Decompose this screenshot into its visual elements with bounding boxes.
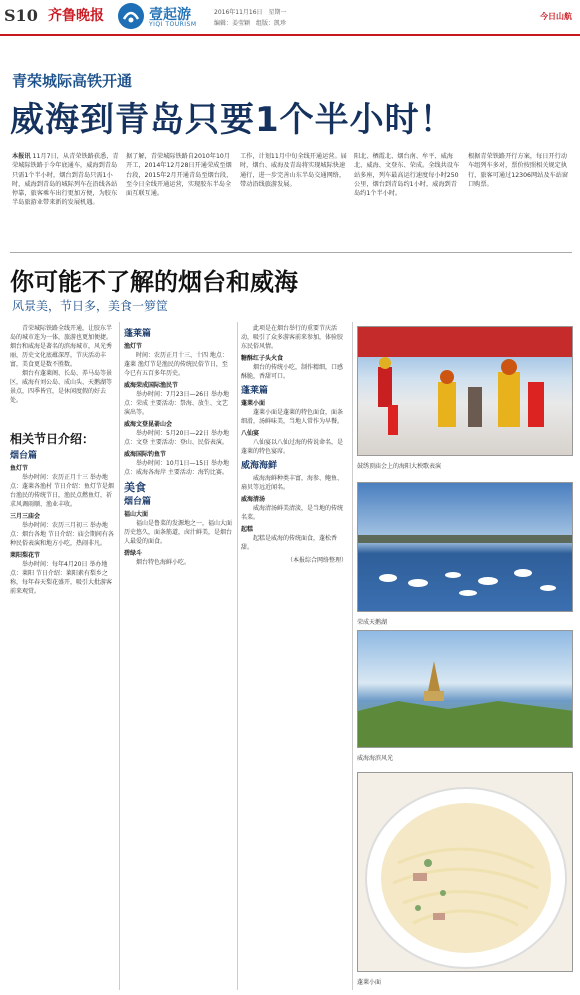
item-title: 福山大面 <box>124 511 149 518</box>
lead-column-5: 根据青荣铁路开行方案，每日开行动车组列车多对，票价按照相关规定执行，旅客可通过12306网站及车站窗口购票。 <box>468 153 569 188</box>
item-title: 蓬莱小面 <box>241 400 266 407</box>
photo-caption: 鼓绣顶庙会上的海阳大秧歌表演 <box>357 463 442 470</box>
column-rule <box>237 322 238 990</box>
article-kicker: 青荣城际高铁开通 <box>12 72 133 90</box>
yantai-heading: 烟台篇 <box>10 451 38 461</box>
lead-column-1: 本报讯 11月7日，从青荣铁路获悉，青荣城际铁路于今年底通车，威海到青岛只需1个半小时，烟台到青岛只需1小时，威海到青岛的城际列车在沿线各站停靠，旅客乘车出行更加方便，为胶东半岛旅游业带来新的发展机遇。 <box>12 153 119 207</box>
feature-column-2: 蓬莱篇 渔灯节 时间：农历正月十三、十四 地点：蓬莱 渔灯节是渔民的传统民俗节日，至今已有五百多年历史。 威海荣成国际渔民节 举办时间：7月23日—26日 举办地点：荣成 主要活动：祭海、放生、文艺演出等。 威海文登昆嵛山会 举办时间：5月20日—22日 举办地点：文登 主要活动：登山、民俗表演。 威海国际钓鱼节 举办时间：10月1日—15日 举办地点：威海各海岸 主要活动：海钓比赛。 美食 烟台篇 福山大面 福山是鲁菜的发源地之一，福山大面历史悠久，面条筋道，卤汁鲜美，是烟台人最爱的面食。 碧绿斗 烟台特色海鲜小吃。 <box>124 329 232 566</box>
penglai-food-heading: 蓬莱篇 <box>241 386 269 396</box>
issue-date: 2016年11月16日 星期一 <box>214 9 287 16</box>
brand-logo-icon <box>118 3 144 29</box>
article-headline: 威海到青岛只要1个半小时！ <box>10 100 455 140</box>
item-title: 莱阳梨花节 <box>10 552 41 559</box>
penglai-heading: 蓬莱篇 <box>124 329 152 339</box>
item-title: 起糕 <box>241 526 254 533</box>
photo-swan-lake <box>357 482 573 612</box>
food-heading: 美食 <box>124 481 146 494</box>
item-title: 渔灯节 <box>124 343 143 350</box>
column-rule <box>119 322 120 990</box>
item-title: 威海荣成国际渔民节 <box>124 382 179 389</box>
yantai-food-heading: 烟台篇 <box>124 497 152 507</box>
festivals-heading: 相关节日介绍： <box>10 432 95 446</box>
column-rule <box>352 322 353 990</box>
source-credit: （本报综合网络整理） <box>286 557 347 564</box>
lead-column-2: 据了解，青荣城际铁路自2010年10月开工，2014年12月28日开通荣成至烟台段，2015年2月开通青岛至烟台段，至今日全线开通运营，实现胶东半岛全面互联互通。 <box>126 153 233 198</box>
photo-weihai-coast <box>357 630 573 748</box>
item-title: 威海清汤 <box>241 496 266 503</box>
photo-caption: 荣成天鹅湖 <box>357 619 388 626</box>
lead-column-3: 工作，计划11月中旬全线开通运营。届时，烟台、威海及青岛将实现城际快速通行，进一步完善山东半岛交通网络，带动沿线旅游发展。 <box>240 153 347 188</box>
photo-penglai-noodles <box>357 772 573 972</box>
feature-subhead: 风景美，节日多，美食一箩筐 <box>12 299 169 313</box>
section-brand: 壹起游 <box>149 7 191 23</box>
item-title: 鱼灯节 <box>10 465 29 472</box>
photo-yangge-performance <box>357 326 573 456</box>
photo-caption: 蓬莱小面 <box>357 979 382 986</box>
feature-headline: 你可能不了解的烟台和威海 <box>10 268 298 296</box>
page-number: S10 <box>4 6 38 25</box>
lead-column-4: 阳北、栖霞北、烟台南、牟平、威海北、威海、文登东、荣成。全线共设车站多座，列车最高运行速度每小时250公里，烟台到青岛约1小时，威海到青岛约1个半小时。 <box>354 153 460 198</box>
section-label: 今日山航 <box>540 12 572 21</box>
newspaper-name: 齐鲁晚报 <box>48 8 104 24</box>
item-title: 八仙宴 <box>241 430 260 437</box>
section-brand-en: YIQI TOURISM <box>149 21 197 28</box>
feature-column-1: 青荣城际铁路全线开通，让胶东半岛的城市连为一体，旅游也更加便捷。烟台和威海是著名的滨海城市，风光秀丽，历史文化底蕴深厚，节庆活动丰富，美食更是数不胜数。 烟台有蓬莱阁、长岛、养马岛等景区，威海有刘公岛、成山头、天鹅湖等景点，四季皆宜，是休闲度假的好去处。 相关节日介绍： 烟台篇 鱼灯节 举办时间：农历正月十三 举办地点：蓬莱各渔村 节日介绍：鱼灯节是烟台渔民的传统节日，渔民点燃鱼灯，祈求风调雨顺、渔业丰收。 三月三庙会 举办时间：农历三月初三 举办地点：烟台各地 节日介绍：庙会期间有各种民俗表演和地方小吃，热闹非凡。 莱阳梨花节 举办时间：每年4月20日 举办地点：莱阳 节日介绍：莱阳素有梨乡之称，每年春天梨花盛开，吸引大批游客前来观赏。 <box>10 325 114 595</box>
editor-line: 编辑：姜莹颖 组版：凯珍 <box>214 20 287 27</box>
item-title: 糖酥红子头火食 <box>241 355 284 362</box>
feature-column-3: 此项是在烟台举行的重要节庆活动，吸引了众多游客前来参加，体验胶东民俗风情。 糖酥红子头火食 烟台的传统小吃，制作精细，口感酥脆，香甜可口。 蓬莱篇 蓬莱小面 蓬莱小面是蓬莱的特色面食，面条细滑，汤鲜味美，当地人常作为早餐。 八仙宴 八仙宴以八仙过海的传说命名，是蓬莱的特色宴席。 威海海鲜 威海海鲜种类丰富，海参、鲍鱼、扇贝等远近闻名。 威海清汤 威海清汤鲜美清淡，是当地的传统名菜。 起糕 起糕是威海的传统面食，蓬松香甜。 （本报综合网络整理） <box>241 325 347 564</box>
photo-caption: 威海海滨风光 <box>357 755 394 762</box>
byline: 本报讯 <box>12 153 31 160</box>
section-divider <box>10 252 572 253</box>
item-title: 三月三庙会 <box>10 513 41 520</box>
item-title: 碧绿斗 <box>124 550 143 557</box>
item-title: 威海国际钓鱼节 <box>124 451 167 458</box>
page-header <box>0 0 580 36</box>
item-title: 威海文登昆嵛山会 <box>124 421 173 428</box>
weihai-heading: 威海海鲜 <box>241 461 278 471</box>
